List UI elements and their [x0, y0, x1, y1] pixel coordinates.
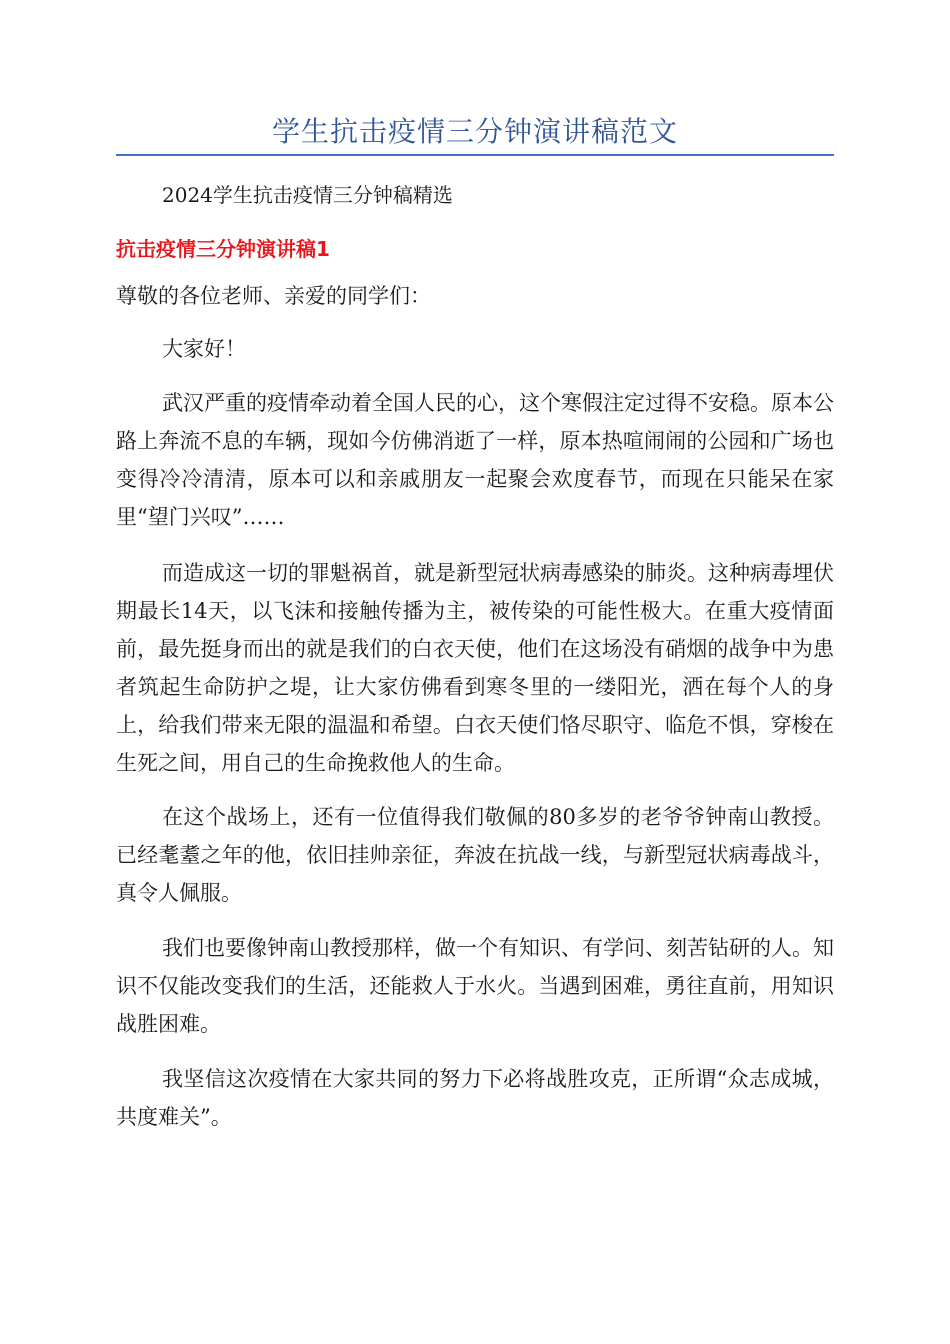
greeting: 大家好！ [162, 337, 246, 361]
paragraph-2: 而造成这一切的罪魁祸首，就是新型冠状病毒感染的肺炎。这种病毒埋伏期最长14天，以飞沫和接触传播为主，被传染的可能性极大。在重大疫情面前，最先挺身而出的就是我们的白衣天使，他们在这场没有硝烟的战争中为患者筑起生命防护之堤，让大家仿佛看到寒冬里的一缕阳光，洒在每个人的身上，给我们带来无限的温温和希望。白衣天使们恪尽职守、临危不惧，穿梭在生死之间，用自己的生命挽救他人的生命。 [116, 561, 834, 775]
salutation: 尊敬的各位老师、亲爱的同学们： [116, 284, 431, 308]
paragraph-1: 武汉严重的疫情牵动着全国人民的心，这个寒假注定过得不安稳。原本公路上奔流不息的车辆，现如今仿佛消逝了一样，原本热喧闹闹的公园和广场也变得冷冷清清，原本可以和亲戚朋友一起聚会欢度春节，而现在只能呆在家里“望门兴叹”…… [116, 391, 834, 529]
paragraph-5: 我坚信这次疫情在大家共同的努力下必将战胜攻克，正所谓“众志成城，共度难关”。 [116, 1067, 834, 1129]
title-underline [116, 154, 834, 156]
paragraph-4: 我们也要像钟南山教授那样，做一个有知识、有学问、刻苦钻研的人。知识不仅能改变我们的生活，还能救人于水火。当遇到困难，勇往直前，用知识战胜困难。 [116, 936, 834, 1036]
section-heading: 抗击疫情三分钟演讲稿1 [116, 237, 330, 261]
document-subtitle: 2024学生抗击疫情三分钟稿精选 [162, 183, 453, 207]
paragraph-3: 在这个战场上，还有一位值得我们敬佩的80多岁的老爷爷钟南山教授。已经耄耋之年的他，依旧挂帅亲征，奔波在抗战一线，与新型冠状病毒战斗，真令人佩服。 [116, 805, 834, 905]
document-title: 学生抗击疫情三分钟演讲稿范文 [271, 115, 678, 148]
